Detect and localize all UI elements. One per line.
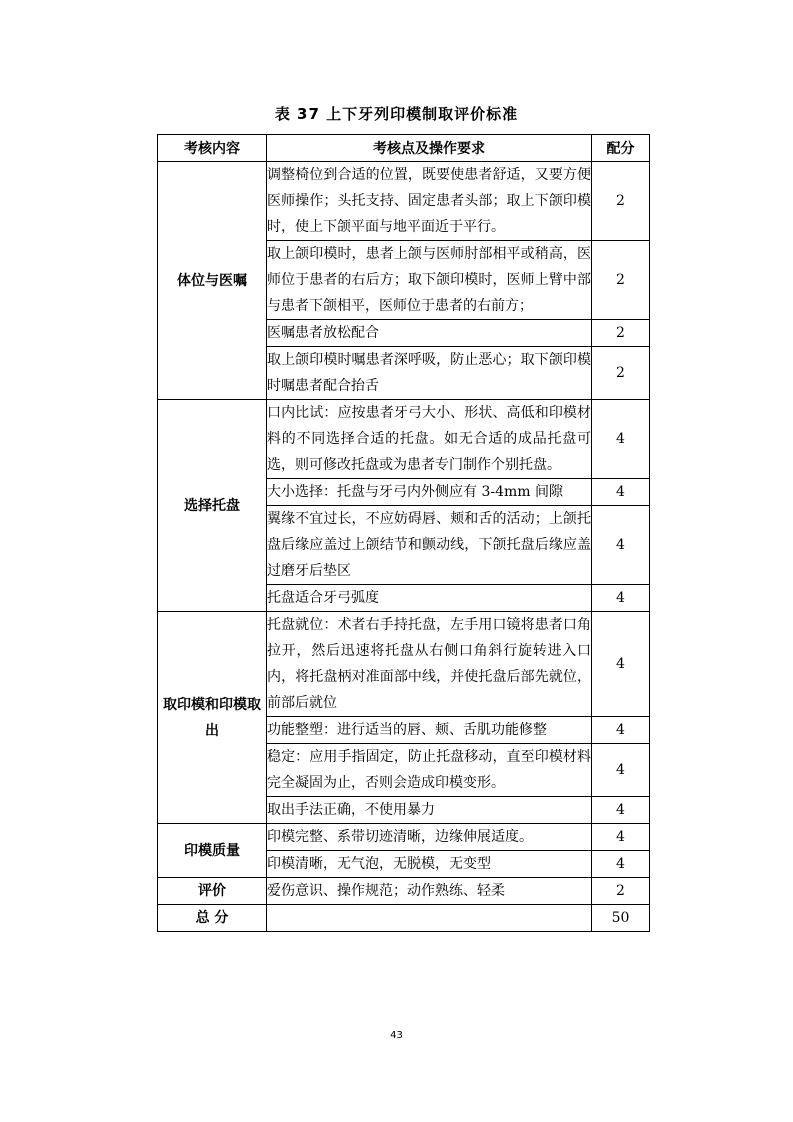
table-row <box>158 878 650 905</box>
category-cell: 评价 <box>158 878 267 905</box>
score-cell: 2 <box>592 347 650 400</box>
score-cell: 4 <box>592 400 650 479</box>
total-label: 总 分 <box>158 905 267 932</box>
table-row <box>158 400 650 479</box>
requirement-cell: 医嘱患者放松配合 <box>267 320 592 347</box>
requirement-cell: 印模清晰，无气泡，无脱模，无变型 <box>267 851 592 878</box>
header-requirement: 考核点及操作要求 <box>267 135 592 162</box>
requirement-cell: 功能整塑：进行适当的唇、颊、舌肌功能修整 <box>267 717 592 744</box>
score-cell: 2 <box>592 320 650 347</box>
table-row <box>158 162 650 241</box>
requirement-cell: 稳定：应用手指固定，防止托盘移动，直至印模材料完全凝固为止，否则会造成印模变形。 <box>267 744 592 797</box>
requirement-cell: 大小选择：托盘与牙弓内外侧应有 3-4mm 间隙 <box>267 479 592 506</box>
score-cell: 4 <box>592 506 650 585</box>
score-cell: 4 <box>592 744 650 797</box>
score-cell: 2 <box>592 878 650 905</box>
requirement-cell: 取出手法正确，不使用暴力 <box>267 797 592 824</box>
score-cell: 4 <box>592 585 650 612</box>
requirement-cell: 调整椅位到合适的位置，既要使患者舒适，又要方便医师操作；头托支持、固定患者头部；取上下颌印模时，使上下颌平面与地平面近于平行。 <box>267 162 592 241</box>
score-cell: 2 <box>592 162 650 241</box>
total-score: 50 <box>592 905 650 932</box>
requirement-cell: 取上颌印模时嘱患者深呼吸，防止恶心；取下颌印模时嘱患者配合抬舌 <box>267 347 592 400</box>
score-cell: 4 <box>592 824 650 851</box>
category-cell: 取印模和印模取出 <box>158 612 267 824</box>
score-cell: 4 <box>592 797 650 824</box>
table-row <box>158 824 650 851</box>
requirement-cell: 口内比试：应按患者牙弓大小、形状、高低和印模材料的不同选择合适的托盘。如无合适的成品托盘可选，则可修改托盘或为患者专门制作个别托盘。 <box>267 400 592 479</box>
header-score: 配分 <box>592 135 650 162</box>
requirement-cell: 取上颌印模时，患者上颌与医师肘部相平或稍高，医师位于患者的右后方；取下颌印模时，医师上臂中部与患者下颌相平，医师位于患者的右前方； <box>267 241 592 320</box>
table-header-row <box>158 135 650 162</box>
requirement-cell: 爱伤意识、操作规范；动作熟练、轻柔 <box>267 878 592 905</box>
evaluation-table <box>157 134 650 932</box>
table-title: 表 37 上下牙列印模制取评价标准 <box>274 105 519 123</box>
requirement-cell: 翼缘不宜过长，不应妨碍唇、颊和舌的活动；上颌托盘后缘应盖过上颌结节和颤动线，下颌托盘后缘应盖过磨牙后垫区 <box>267 506 592 585</box>
score-cell: 2 <box>592 241 650 320</box>
total-requirement-cell <box>267 905 592 932</box>
score-cell: 4 <box>592 612 650 717</box>
score-cell: 4 <box>592 717 650 744</box>
requirement-cell: 托盘适合牙弓弧度 <box>267 585 592 612</box>
requirement-cell: 托盘就位：术者右手持托盘，左手用口镜将患者口角拉开，然后迅速将托盘从右侧口角斜行旋转进入口内，将托盘柄对准面部中线，并使托盘后部先就位，前部后就位 <box>267 612 592 717</box>
total-row <box>158 905 650 932</box>
header-category: 考核内容 <box>158 135 267 162</box>
score-cell: 4 <box>592 479 650 506</box>
page-number: 43 <box>390 1030 403 1041</box>
requirement-cell: 印模完整、系带切迹清晰，边缘伸展适度。 <box>267 824 592 851</box>
category-cell: 选择托盘 <box>158 400 267 612</box>
category-cell: 印模质量 <box>158 824 267 878</box>
category-cell: 体位与医嘱 <box>158 162 267 400</box>
table-row <box>158 612 650 717</box>
score-cell: 4 <box>592 851 650 878</box>
